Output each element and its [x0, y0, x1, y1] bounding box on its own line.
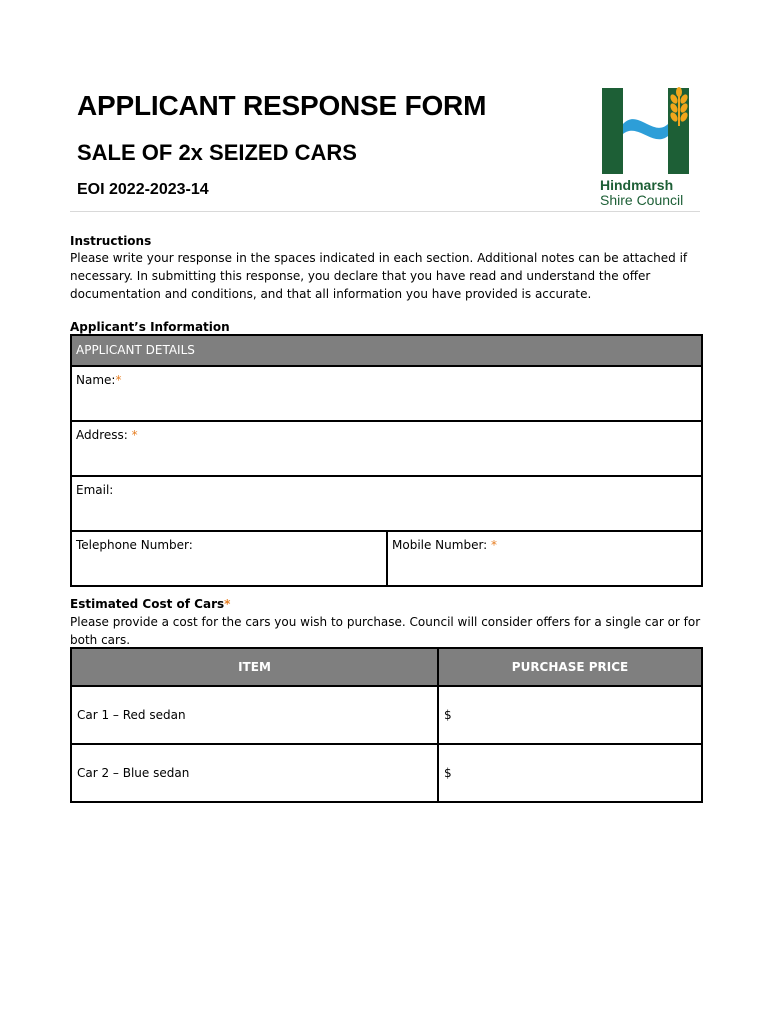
hindmarsh-logo-icon	[598, 86, 700, 176]
address-field[interactable]	[71, 421, 702, 476]
price-input[interactable]: $	[438, 744, 702, 802]
page-title: APPLICANT RESPONSE FORM	[77, 90, 487, 121]
item-cell: Car 1 – Red sedan	[71, 686, 438, 744]
email-field[interactable]	[71, 476, 702, 531]
cost-heading	[70, 595, 230, 613]
table-row	[71, 744, 702, 802]
price-input[interactable]: $	[438, 686, 702, 744]
cost-instructions: Please provide a cost for the cars you wish to purchase. Council will consider offers for a single car or for both cars.	[70, 615, 701, 647]
required-mark: *	[115, 373, 122, 387]
mobile-label: Mobile Number:	[392, 538, 492, 552]
header-divider	[70, 211, 700, 212]
instructions-heading: Instructions	[70, 234, 152, 248]
table-row	[71, 686, 702, 744]
required-mark: *	[491, 538, 498, 552]
item-cell: Car 2 – Blue sedan	[71, 744, 438, 802]
telephone-field[interactable]	[71, 531, 387, 586]
logo-council: Shire Council	[600, 192, 684, 208]
cost-heading-label: Estimated Cost of Cars	[70, 597, 225, 611]
applicant-details-header: APPLICANT DETAILS	[71, 335, 702, 366]
purchase-price-table	[70, 647, 703, 803]
mobile-field[interactable]	[387, 531, 702, 586]
item-column-header: ITEM	[71, 648, 438, 686]
applicant-details-table	[70, 334, 703, 587]
name-field[interactable]	[71, 366, 702, 421]
instructions-text: Please write your response in the spaces indicated in each section. Additional notes can be attached if necessary. In submitting this response, you declare that you have read and understand the offer documentation and conditions, and that all information you have provided is accurate.	[70, 251, 688, 301]
logo-name: Hindmarsh	[600, 177, 674, 193]
email-label: Email:	[76, 483, 114, 497]
name-label: Name:	[76, 373, 116, 387]
telephone-label: Telephone Number:	[76, 538, 193, 552]
applicant-info-heading: Applicant’s Information	[70, 320, 230, 334]
required-mark: *	[224, 597, 231, 611]
address-label: Address:	[76, 428, 132, 442]
price-column-header: PURCHASE PRICE	[438, 648, 702, 686]
required-mark: *	[131, 428, 138, 442]
page-subtitle: SALE OF 2x SEIZED CARS	[77, 140, 357, 165]
reference-number: EOI 2022-2023-14	[77, 181, 209, 198]
council-logo	[598, 86, 700, 210]
